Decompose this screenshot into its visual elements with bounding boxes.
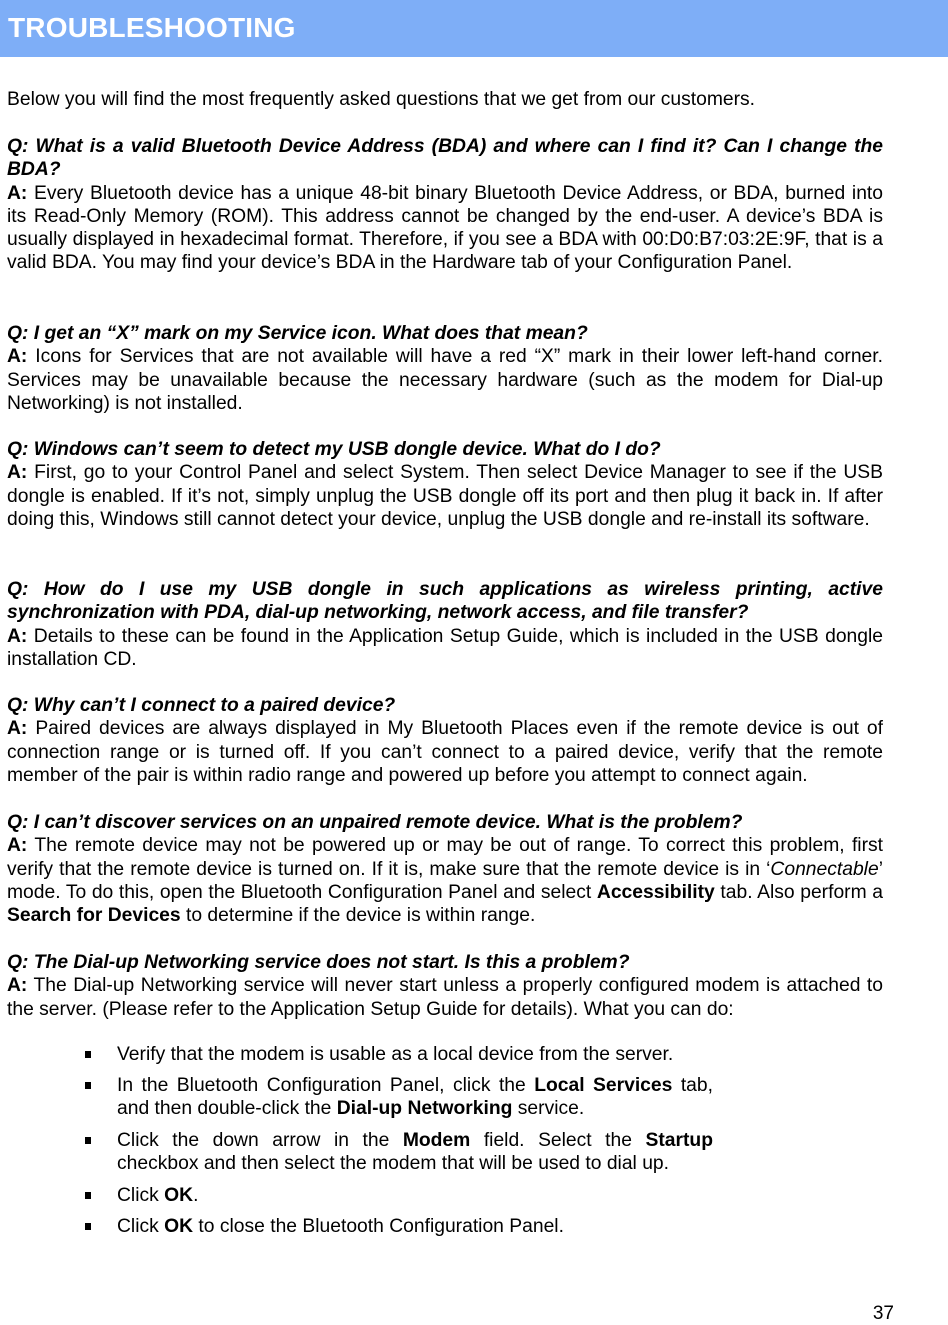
- faq-question: Q: The Dial-up Networking service does not start. Is this a problem?: [7, 952, 630, 973]
- answer-label: A:: [7, 625, 28, 647]
- bold-text: Modem: [402, 1130, 471, 1151]
- step-item: [117, 1129, 713, 1176]
- faq-answer: [7, 182, 883, 275]
- answer-label: A:: [7, 462, 28, 484]
- text-segment: tab. Also perform a: [714, 881, 883, 903]
- faq-question: Q: How do I use my USB dongle in such applications as wireless printing, active synchronization with PDA, dial-up networking, network access, and file transfer?: [7, 579, 883, 624]
- text-segment: Click: [117, 1216, 165, 1237]
- faq-item: [7, 951, 883, 1021]
- faq-question: Q: I get an “X” mark on my Service icon. What does that mean?: [7, 323, 588, 344]
- text-segment: Icons for Services that are not available will have a red “X” mark in their lower left-hand corner. Services may be unavailable because the necessary hardware (such as the modem for Dial-up Networking) is not installed.: [7, 346, 883, 414]
- faq-item: [7, 811, 883, 927]
- faq-item: [7, 135, 883, 275]
- answer-label: A:: [7, 835, 28, 857]
- text-segment: Paired devices are always displayed in My Bluetooth Places even if the remote device is out of connection range or is turned off. If you can’t connect to a paired device, verify that the remote member of the pair is within radio range and powered up before you attempt to connect again.: [7, 718, 883, 786]
- text-segment: Every Bluetooth device has a unique 48-bit binary Bluetooth Device Address, or BDA, burned into its Read-Only Memory (ROM). This address cannot be changed by the end-user. A device’s BDA is usually displayed in hexadecimal format. Therefore, if you see a BDA with 00:D0:B7:03:2E:9F, that is a valid BDA. You may find your device’s BDA in the Hardware tab of your Configuration Panel.: [7, 182, 883, 274]
- square-bullet-icon: [85, 1223, 91, 1230]
- text-segment: In the Bluetooth Configuration Panel, click the: [117, 1075, 535, 1096]
- text-segment: to determine if the device is within range.: [180, 905, 536, 927]
- faq-item: [7, 322, 883, 415]
- text-segment: Verify that the modem is usable as a local device from the server.: [117, 1044, 674, 1065]
- answer-label: A:: [7, 346, 28, 368]
- square-bullet-icon: [85, 1051, 91, 1058]
- faq-item: [7, 438, 883, 531]
- text-segment: to close the Bluetooth Configuration Panel.: [193, 1216, 564, 1237]
- faq-answer: [7, 974, 883, 1021]
- bold-text: Accessibility: [596, 881, 715, 903]
- section-header: [0, 0, 948, 57]
- answer-label: A:: [7, 182, 28, 204]
- faq-answer: [7, 461, 883, 531]
- faq-question: Q: What is a valid Bluetooth Device Address (BDA) and where can I find it? Can I change the BDA?: [7, 136, 883, 181]
- text-segment: Details to these can be found in the Application Setup Guide, which is included in the USB dongle installation CD.: [7, 625, 883, 670]
- text-segment: The remote device may not be powered up or may be out of range. To correct this problem, first verify that the remote device is turned on. If it is, make sure that the remote device is in ‘: [7, 835, 883, 880]
- square-bullet-icon: [85, 1137, 91, 1144]
- step-item: [117, 1184, 713, 1207]
- faq-answer: [7, 345, 883, 415]
- text-segment: Click: [117, 1185, 165, 1206]
- text-segment: checkbox and then select the modem that will be used to dial up.: [117, 1153, 669, 1175]
- section-title: TROUBLESHOOTING: [8, 12, 296, 43]
- bold-text: OK: [164, 1216, 194, 1237]
- answer-label: A:: [7, 975, 28, 997]
- faq-answer: [7, 717, 883, 787]
- faq-question: Q: I can’t discover services on an unpaired remote device. What is the problem?: [7, 812, 743, 833]
- bold-text: Search for Devices: [7, 905, 181, 927]
- faq-answer: [7, 625, 883, 672]
- text-segment: First, go to your Control Panel and select System. Then select Device Manager to see if the USB dongle is enabled. If it’s not, simply unplug the USB dongle off its port and then plug it back in. If after doing this, Windows still cannot detect your device, unplug the USB dongle and re-install its software.: [7, 462, 883, 530]
- page-number: 37: [872, 1303, 894, 1324]
- faq-question: Q: Why can’t I connect to a paired device?: [7, 695, 396, 716]
- faq-question: Q: Windows can’t seem to detect my USB dongle device. What do I do?: [7, 439, 661, 460]
- faq-answer: [7, 834, 883, 927]
- bold-text: Local Services: [534, 1075, 673, 1096]
- step-item: [117, 1074, 713, 1121]
- text-segment: .: [193, 1185, 199, 1206]
- square-bullet-icon: [85, 1082, 91, 1089]
- step-item: [117, 1215, 713, 1238]
- text-segment: tab, and then double-click the: [117, 1075, 713, 1120]
- bold-text: Startup: [645, 1130, 713, 1151]
- text-segment: The Dial-up Networking service will never start unless a properly configured modem is attached to the server. (Please refer to the Application Setup Guide for details). What you can do:: [7, 975, 883, 1020]
- faq-item: [7, 694, 883, 787]
- text-segment: field. Select the: [470, 1130, 646, 1151]
- text-segment: Click the down arrow in the: [117, 1130, 403, 1151]
- faq-item: [7, 578, 883, 671]
- square-bullet-icon: [85, 1192, 91, 1199]
- intro-text: Below you will find the most frequently asked questions that we get from our customers.: [7, 89, 756, 110]
- bold-text: Dial-up Networking: [336, 1098, 513, 1120]
- text-segment: ’ mode. To do this, open the Bluetooth Configuration Panel and select: [7, 858, 883, 903]
- bold-text: OK: [164, 1185, 194, 1206]
- text-segment: service.: [512, 1098, 585, 1120]
- step-item: [117, 1043, 713, 1066]
- italic-text: Connectable: [770, 858, 879, 880]
- answer-label: A:: [7, 718, 28, 740]
